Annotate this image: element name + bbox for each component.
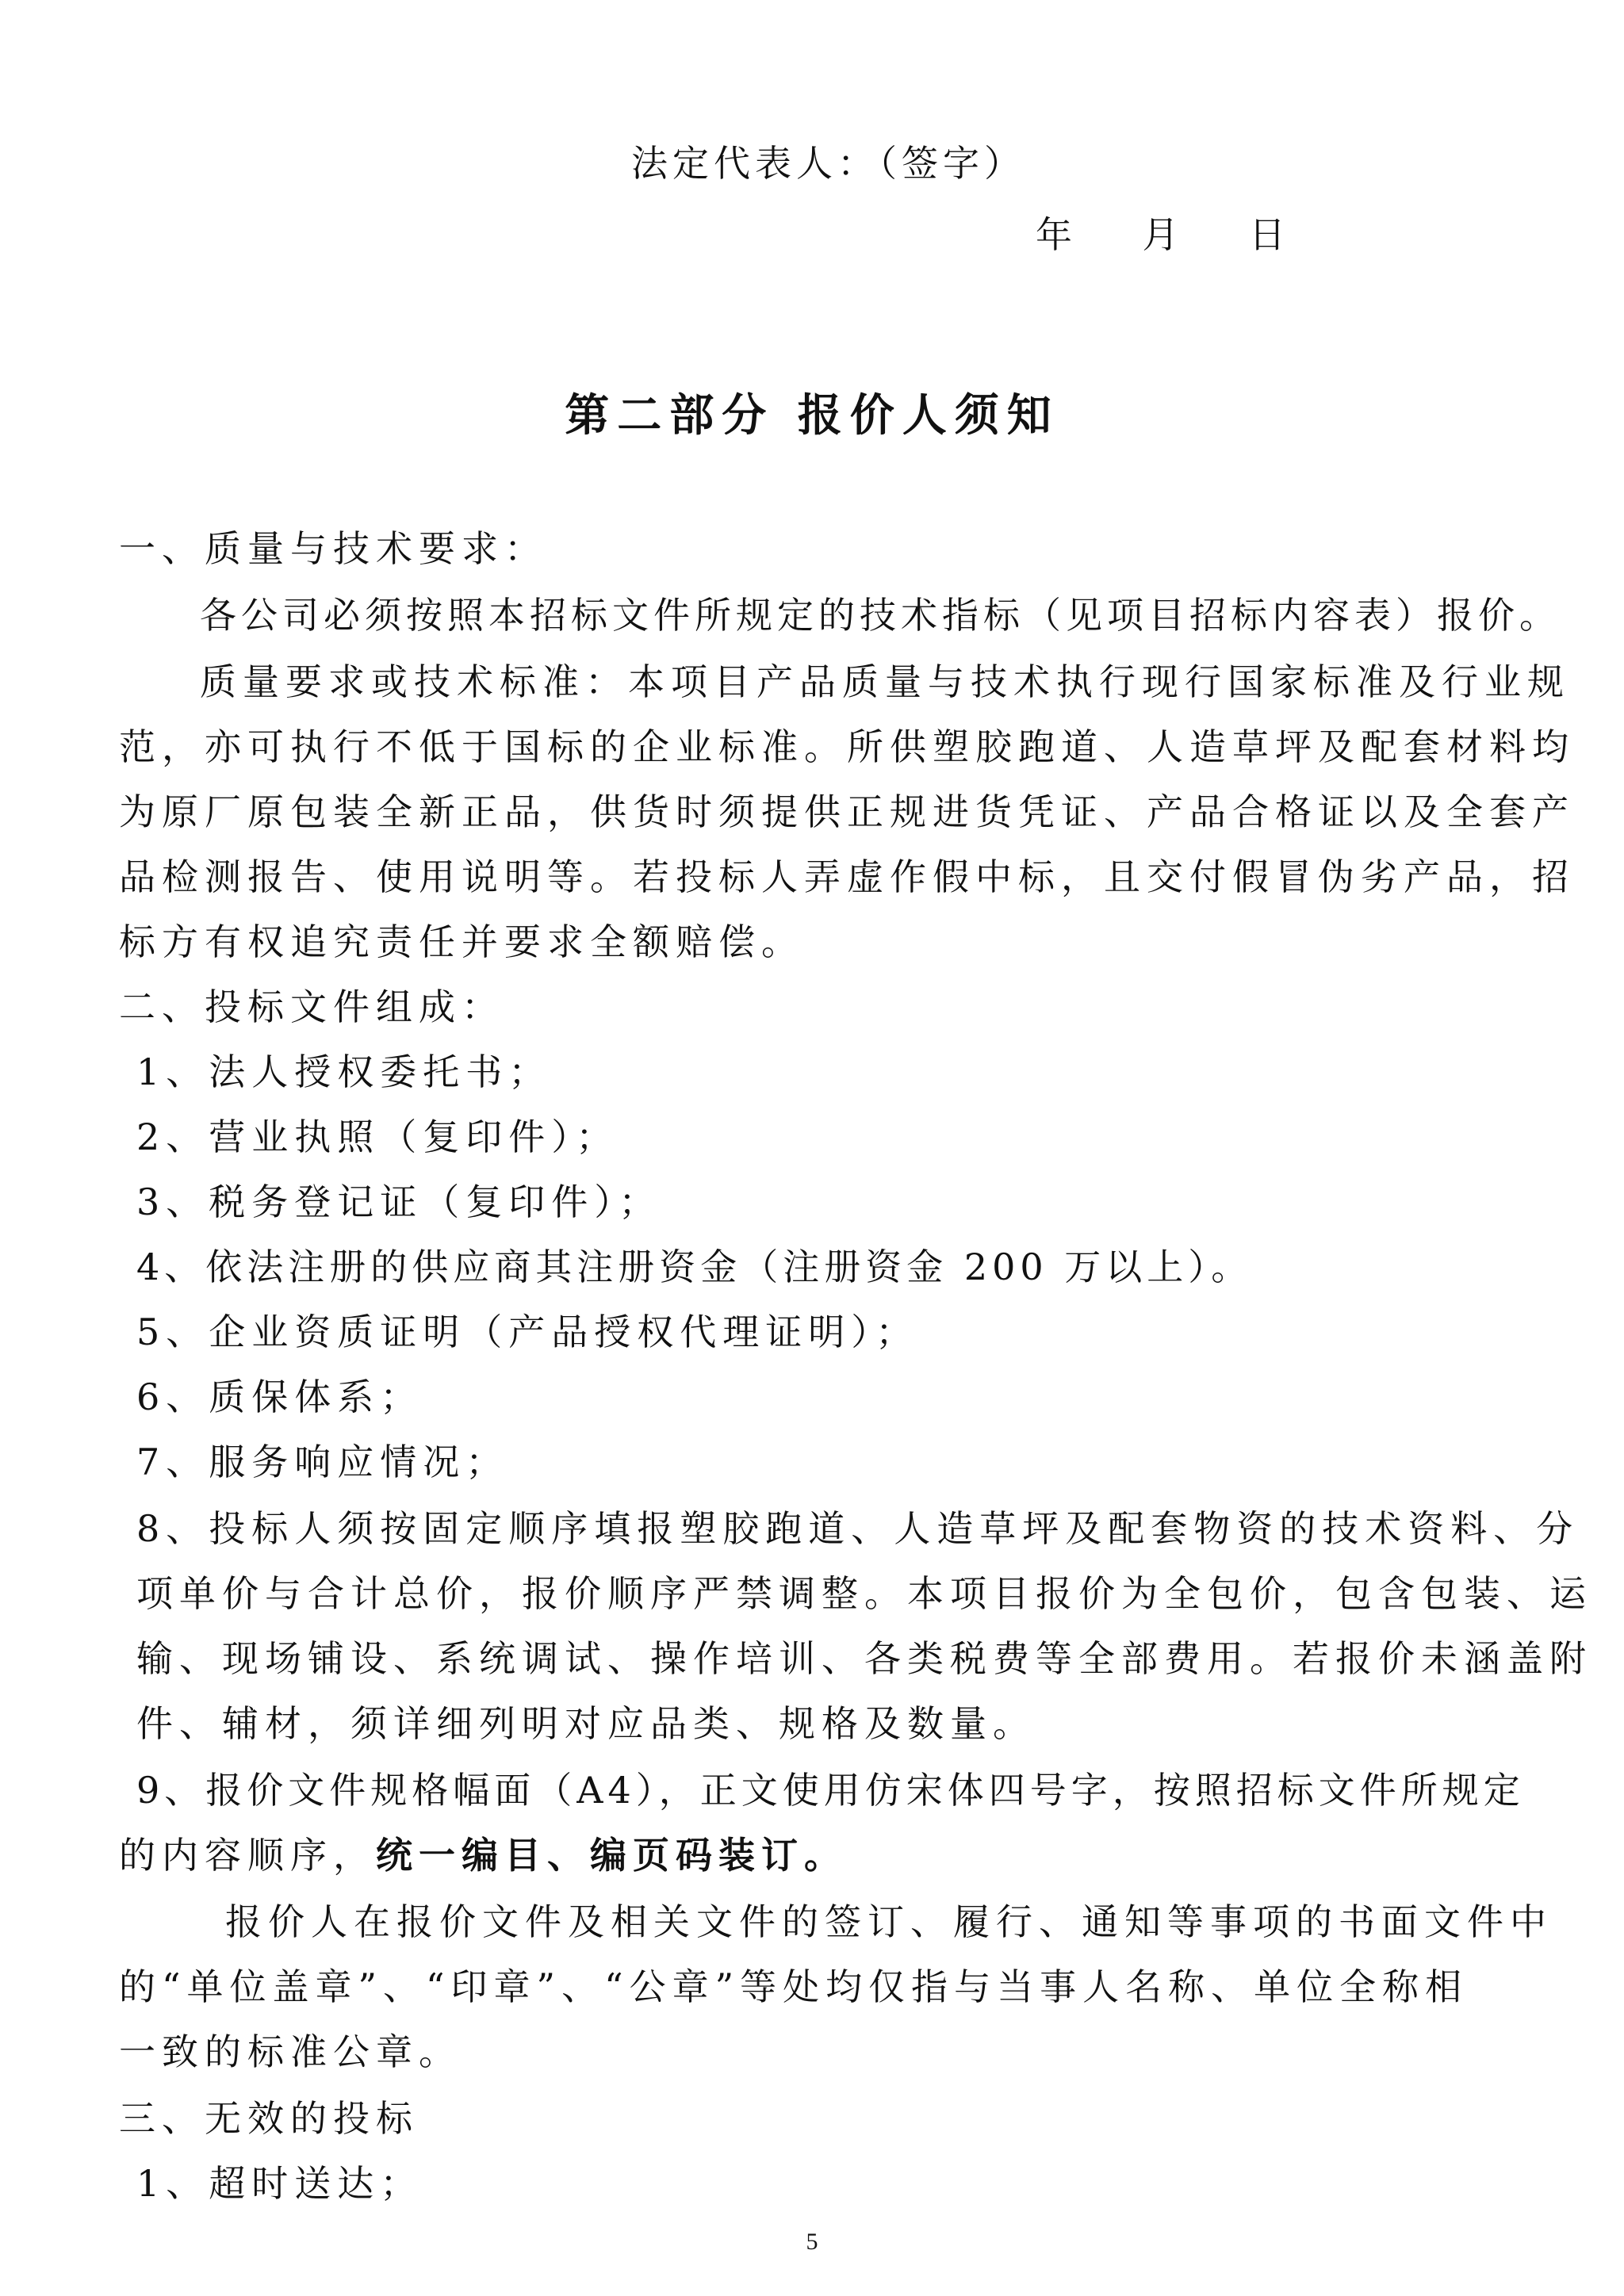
section-2-note-line: 报价人在报价文件及相关文件的签订、履行、通知等事项的书面文件中 — [225, 1900, 1553, 1943]
item-9-bold-text: 统一编目、编页码装订。 — [376, 1834, 847, 1877]
section-2-item-8-line: 项单价与合计总价，报价顺序严禁调整。本项目报价为全包价，包含包装、运 — [136, 1572, 1592, 1615]
page-number: 5 — [806, 2229, 818, 2255]
section-2-item-7: 7、服务响应情况； — [136, 1441, 509, 1483]
section-2-item-1: 1、法人授权委托书； — [136, 1050, 552, 1093]
section-2-item-9-line-2 — [119, 1831, 847, 1879]
section-1-paragraph-2-line: 质量要求或技术标准：本项目产品质量与技术执行现行国家标准及行业规 — [200, 660, 1570, 703]
item-9-normal-text: 的内容顺序， — [119, 1834, 376, 1877]
section-1-paragraph-1: 各公司必须按照本招标文件所规定的技术指标（见项目招标内容表）报价。 — [200, 594, 1561, 637]
section-title: 第二部分 报价人须知 — [565, 390, 1059, 442]
section-2-item-9-line-1: 9、报价文件规格幅面（A4），正文使用仿宋体四号字，按照招标文件所规定 — [136, 1769, 1525, 1812]
section-2-item-8-line: 输、现场铺设、系统调试、操作培训、各类税费等全部费用。若报价未涵盖附 — [136, 1637, 1592, 1680]
section-2-item-4: 4、依法注册的供应商其注册资金（注册资金 200 万以上）。 — [136, 1246, 1253, 1288]
section-2-item-2: 2、营业执照（复印件）； — [136, 1115, 619, 1158]
section-1-paragraph-2-line: 为原厂原包装全新正品，供货时须提供正规进货凭证、产品合格证以及全套产 — [119, 790, 1575, 833]
section-3-item-1: 1、超时送达； — [136, 2162, 423, 2205]
section-2-item-8-line: 件、辅材，须详细列明对应品类、规格及数量。 — [136, 1702, 1036, 1745]
section-2-heading: 二、投标文件组成： — [119, 985, 504, 1028]
section-1-paragraph-2-line: 标方有权追究责任并要求全额赔偿。 — [119, 920, 804, 963]
section-2-item-5: 5、企业资质证明（产品授权代理证明）； — [136, 1311, 919, 1353]
section-2-note-line: 的“单位盖章”、“印章”、“公章”等处均仅指与当事人名称、单位全称相 — [119, 1965, 1469, 2008]
legal-representative-signature-label: 法定代表人：（签字） — [631, 142, 1025, 185]
section-2-item-8-line: 8、投标人须按固定顺序填报塑胶跑道、人造草坪及配套物资的技术资料、分 — [136, 1507, 1580, 1550]
section-2-item-6: 6、质保体系； — [136, 1376, 423, 1418]
section-1-paragraph-2-line: 品检测报告、使用说明等。若投标人弄虚作假中标，且交付假冒伪劣产品，招 — [119, 855, 1575, 898]
section-1-heading: 一、质量与技术要求： — [119, 527, 547, 570]
section-2-item-3: 3、税务登记证（复印件）； — [136, 1181, 662, 1223]
section-2-note-line: 一致的标准公章。 — [119, 2030, 462, 2073]
section-3-heading: 三、无效的投标 — [119, 2097, 419, 2140]
signature-date-line: 年 月 日 — [1036, 213, 1290, 256]
section-1-paragraph-2-line: 范，亦可执行不低于国标的企业标准。所供塑胶跑道、人造草坪及配套材料均 — [119, 725, 1575, 768]
